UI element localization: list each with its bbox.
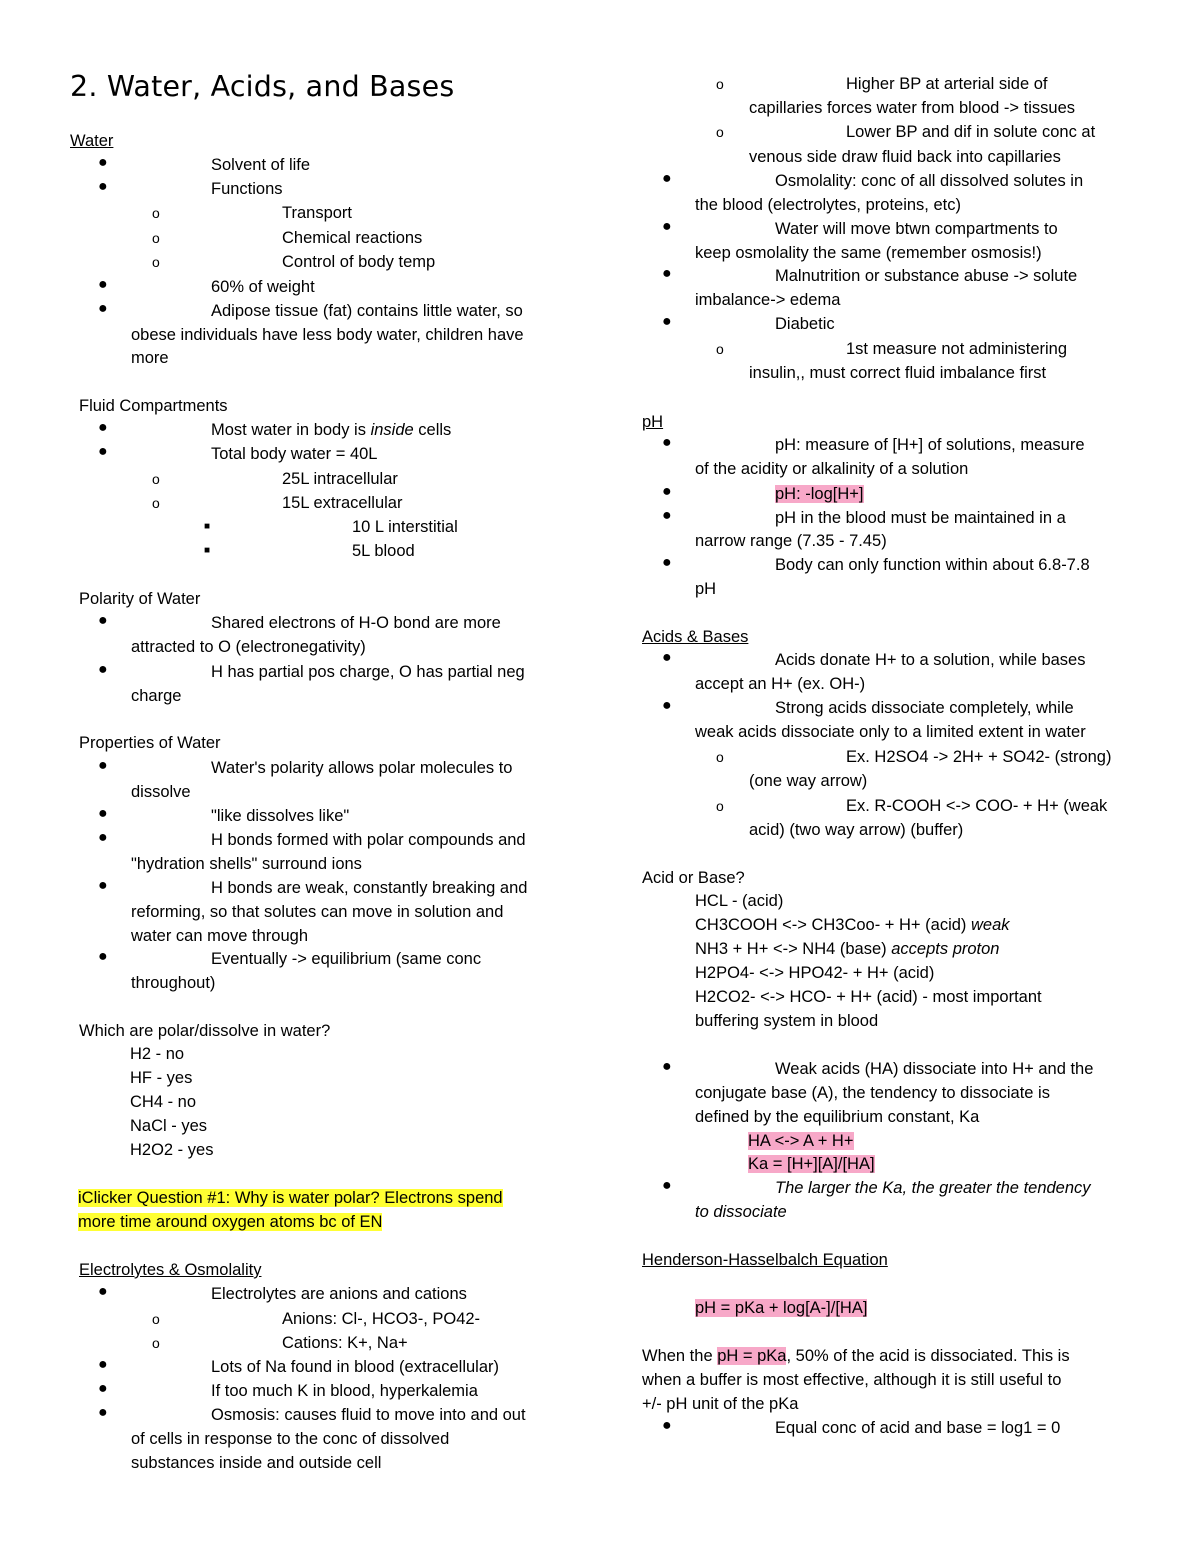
list-item: 10 L interstitial (352, 518, 458, 536)
list-item: Lower BP and dif in solute conc at (846, 123, 1096, 141)
bullet-disc: ● (98, 443, 108, 460)
list-item-wrap: defined by the equilibrium constant, Ka (695, 1108, 980, 1126)
bullet-disc: ● (98, 1356, 108, 1373)
list-item: CH3COOH <-> CH3Coo- + H+ (acid) weak (695, 916, 1010, 934)
list-item-wrap: pH (695, 580, 717, 598)
bullet-disc: ● (662, 483, 672, 500)
bullet-disc: ● (662, 554, 672, 571)
list-item: Lots of Na found in blood (extracellular) (211, 1358, 499, 1376)
list-item: HCL - (acid) (695, 892, 784, 910)
list-item: Water's polarity allows polar molecules to (211, 759, 513, 777)
section-heading-water: Water (70, 132, 114, 150)
list-item-wrap: narrow range (7.35 - 7.45) (695, 532, 887, 550)
list-item: Total body water = 40L (211, 445, 378, 463)
list-item-wrap: keep osmolality the same (remember osmosis!) (695, 244, 1042, 262)
list-item: HF - yes (130, 1069, 193, 1087)
list-item: H bonds are weak, constantly breaking and (211, 879, 528, 897)
bullet-disc: ● (662, 1177, 672, 1194)
list-item-wrap: conjugate base (A), the tendency to dissociate is (695, 1084, 1050, 1102)
bullet-circle: o (152, 471, 160, 487)
bullet-circle: o (152, 1311, 160, 1327)
list-item-wrap: of the acidity or alkalinity of a solution (695, 460, 969, 478)
list-item-wrap: charge (131, 687, 182, 705)
equation: pH = pKa + log[A-]/[HA] (695, 1299, 868, 1317)
list-item-wrap: dissolve (131, 783, 191, 801)
document-title: 2. Water, Acids, and Bases (70, 70, 455, 103)
section-heading-electrolytes: Electrolytes & Osmolality (79, 1261, 262, 1279)
list-item: CH4 - no (130, 1093, 197, 1111)
bullet-disc: ● (98, 178, 108, 195)
list-item-wrap: attracted to O (electronegativity) (131, 638, 366, 656)
bullet-disc: ● (662, 170, 672, 187)
bullet-disc: ● (98, 154, 108, 171)
list-item-wrap: to dissociate (695, 1203, 787, 1221)
bullet-disc: ● (98, 829, 108, 846)
list-item: pH: measure of [H+] of solutions, measure (775, 436, 1085, 454)
bullet-disc: ● (98, 1404, 108, 1421)
paragraph: when a buffer is most effective, although it is still useful to (642, 1371, 1062, 1389)
list-item: H has partial pos charge, O has partial neg (211, 663, 525, 681)
bullet-circle: o (716, 124, 724, 140)
bullet-disc: ● (98, 276, 108, 293)
list-item-wrap: insulin,, must correct fluid imbalance first (749, 364, 1047, 382)
list-item: H2CO2- <-> HCO- + H+ (acid) - most important (695, 988, 1042, 1006)
list-item: The larger the Ka, the greater the tendency (775, 1179, 1091, 1197)
list-item-wrap: weak acids dissociate only to a limited extent in water (695, 723, 1086, 741)
bullet-disc: ● (98, 300, 108, 317)
bullet-circle: o (152, 495, 160, 511)
bullet-disc: ● (662, 434, 672, 451)
list-item-wrap: water can move through (131, 927, 309, 945)
bullet-circle: o (716, 76, 724, 92)
list-item: 25L intracellular (282, 470, 398, 488)
list-item: NH3 + H+ <-> NH4 (base) accepts proton (695, 940, 1000, 958)
section-heading-acids-bases: Acids & Bases (642, 628, 749, 646)
bullet-disc: ● (98, 661, 108, 678)
list-item: If too much K in blood, hyperkalemia (211, 1382, 478, 1400)
list-item-wrap: more (131, 349, 169, 367)
list-item-wrap: obese individuals have less body water, children have (131, 326, 524, 344)
list-item: Diabetic (775, 315, 835, 333)
iclicker-question: iClicker Question #1: Why is water polar? Electrons spend (78, 1189, 503, 1207)
list-item: Shared electrons of H-O bond are more (211, 614, 501, 632)
bullet-disc: ● (662, 265, 672, 282)
section-heading-henderson-hasselbalch: Henderson-Hasselbalch Equation (642, 1251, 888, 1269)
list-item: "like dissolves like" (211, 807, 350, 825)
list-item: Chemical reactions (282, 229, 423, 247)
list-item: 5L blood (352, 542, 415, 560)
bullet-disc: ● (662, 218, 672, 235)
list-item: Higher BP at arterial side of (846, 75, 1048, 93)
list-item: Anions: Cl-, HCO3-, PO42- (282, 1310, 481, 1328)
list-item: Adipose tissue (fat) contains little water, so (211, 302, 523, 320)
list-item: Strong acids dissociate completely, while (775, 699, 1074, 717)
list-item-wrap: "hydration shells" surround ions (131, 855, 362, 873)
paragraph: +/- pH unit of the pKa (642, 1395, 799, 1413)
bullet-circle: o (716, 749, 724, 765)
section-heading-properties: Properties of Water (79, 734, 221, 752)
bullet-disc: ● (98, 805, 108, 822)
list-item: NaCl - yes (130, 1117, 208, 1135)
list-item: Acids donate H+ to a solution, while bases (775, 651, 1086, 669)
bullet-disc: ● (98, 1380, 108, 1397)
list-item: H2O2 - yes (130, 1141, 214, 1159)
iclicker-answer: more time around oxygen atoms bc of EN (78, 1213, 383, 1231)
equation: Ka = [H+][A]/[HA] (748, 1155, 875, 1173)
bullet-disc: ● (98, 419, 108, 436)
bullet-square: ■ (204, 521, 211, 532)
list-item: Most water in body is inside cells (211, 421, 452, 439)
bullet-disc: ● (98, 1283, 108, 1300)
list-item-wrap: acid) (two way arrow) (buffer) (749, 821, 964, 839)
list-item: H2 - no (130, 1045, 185, 1063)
list-item: pH in the blood must be maintained in a (775, 509, 1066, 527)
bullet-disc: ● (98, 757, 108, 774)
bullet-circle: o (152, 254, 160, 270)
bullet-disc: ● (662, 1058, 672, 1075)
bullet-circle: o (716, 341, 724, 357)
bullet-circle: o (152, 205, 160, 221)
list-item-wrap: the blood (electrolytes, proteins, etc) (695, 196, 961, 214)
list-item-wrap: throughout) (131, 974, 216, 992)
list-item-wrap: substances inside and outside cell (131, 1454, 382, 1472)
paragraph: When the pH = pKa, 50% of the acid is dissociated. This is (642, 1347, 1070, 1365)
bullet-disc: ● (662, 697, 672, 714)
list-item: Control of body temp (282, 253, 436, 271)
list-item: buffering system in blood (695, 1012, 879, 1030)
equation: HA <-> A + H+ (748, 1132, 854, 1150)
list-item: Osmosis: causes fluid to move into and out (211, 1406, 526, 1424)
list-item-wrap: imbalance-> edema (695, 291, 841, 309)
list-item: Transport (282, 204, 352, 222)
list-item: 60% of weight (211, 278, 315, 296)
list-item-wrap: reforming, so that solutes can move in solution and (131, 903, 504, 921)
list-item: Equal conc of acid and base = log1 = 0 (775, 1419, 1061, 1437)
bullet-circle: o (152, 230, 160, 246)
list-item-wrap: capillaries forces water from blood -> tissues (749, 99, 1076, 117)
bullet-disc: ● (662, 507, 672, 524)
list-item: Cations: K+, Na+ (282, 1334, 408, 1352)
list-item: H bonds formed with polar compounds and (211, 831, 526, 849)
bullet-circle: o (716, 798, 724, 814)
bullet-disc: ● (98, 948, 108, 965)
section-heading-acid-or-base: Acid or Base? (642, 869, 745, 887)
list-item: Electrolytes are anions and cations (211, 1285, 467, 1303)
list-item: Body can only function within about 6.8-7.8 (775, 556, 1090, 574)
list-item: Weak acids (HA) dissociate into H+ and the (775, 1060, 1094, 1078)
list-item: Ex. R-COOH <-> COO- + H+ (weak (846, 797, 1108, 815)
bullet-disc: ● (662, 649, 672, 666)
section-heading-polarity: Polarity of Water (79, 590, 201, 608)
section-heading-polar-question: Which are polar/dissolve in water? (79, 1022, 331, 1040)
bullet-disc: ● (662, 1417, 672, 1434)
list-item: Osmolality: conc of all dissolved solutes in (775, 172, 1084, 190)
list-item-wrap: of cells in response to the conc of dissolved (131, 1430, 450, 1448)
list-item: Eventually -> equilibrium (same conc (211, 950, 482, 968)
list-item: Functions (211, 180, 283, 198)
list-item-wrap: accept an H+ (ex. OH-) (695, 675, 866, 693)
list-item: H2PO4- <-> HPO42- + H+ (acid) (695, 964, 935, 982)
list-item-wrap: venous side draw fluid back into capillaries (749, 148, 1061, 166)
bullet-disc: ● (98, 877, 108, 894)
bullet-circle: o (152, 1335, 160, 1351)
section-heading-ph: pH (642, 413, 664, 431)
section-heading-fluid: Fluid Compartments (79, 397, 228, 415)
list-item: Malnutrition or substance abuse -> solute (775, 267, 1078, 285)
list-item: Solvent of life (211, 156, 311, 174)
list-item: Ex. H2SO4 -> 2H+ + SO42- (strong) (846, 748, 1112, 766)
bullet-square: ■ (204, 545, 211, 556)
bullet-disc: ● (662, 313, 672, 330)
list-item: 15L extracellular (282, 494, 403, 512)
bullet-disc: ● (98, 612, 108, 629)
list-item: 1st measure not administering (846, 340, 1068, 358)
list-item: pH: -log[H+] (775, 485, 864, 503)
list-item-wrap: (one way arrow) (749, 772, 868, 790)
list-item: Water will move btwn compartments to (775, 220, 1058, 238)
